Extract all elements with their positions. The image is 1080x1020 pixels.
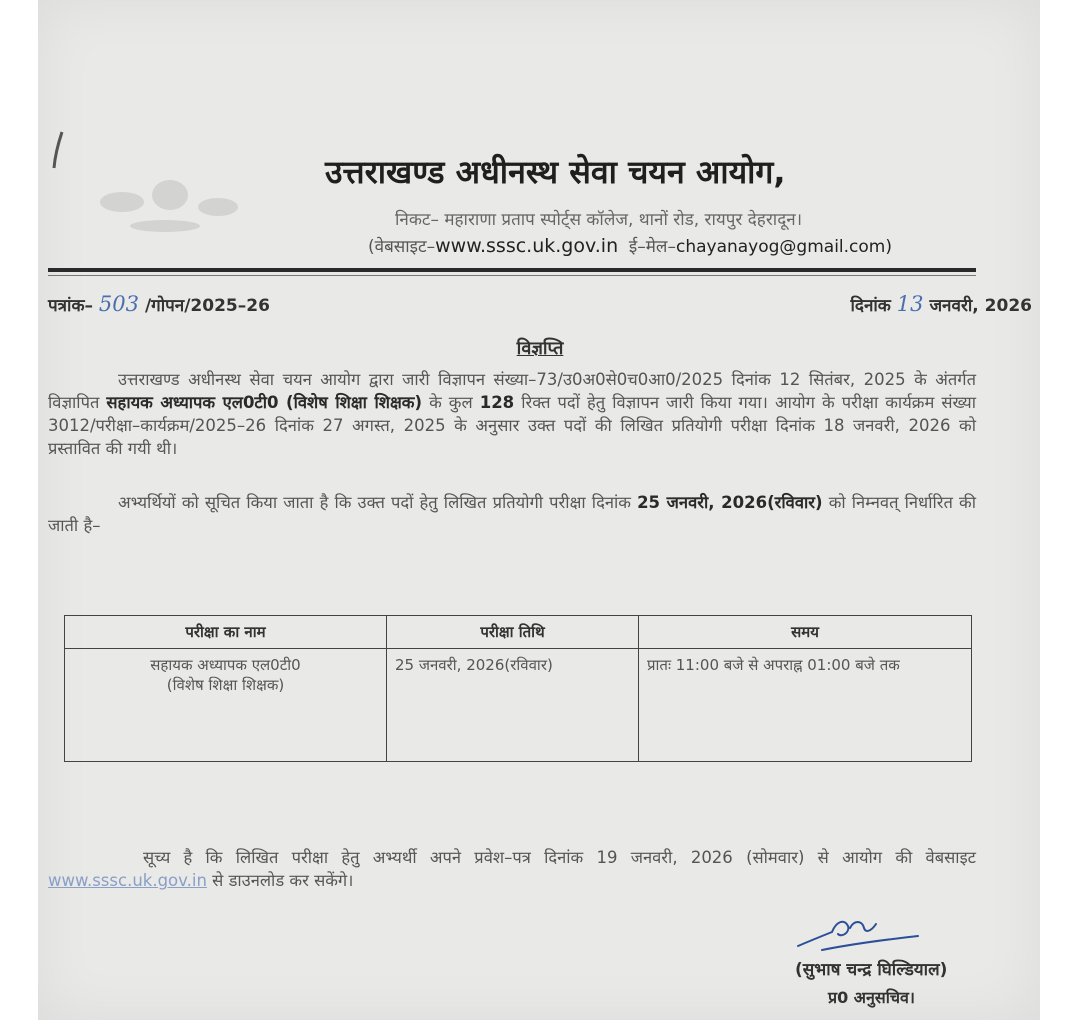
website-link[interactable]: www.sssc.uk.gov.in <box>435 235 619 257</box>
email-link[interactable]: chayanayog@gmail.com) <box>675 237 892 257</box>
table-header-exam-name: परीक्षा का नाम <box>65 616 387 649</box>
table-row <box>65 649 972 762</box>
exam-name-line-2: (विशेष शिक्षा शिक्षक) <box>166 676 285 694</box>
download-website-link[interactable]: www.sssc.uk.gov.in <box>48 871 207 890</box>
post-name: सहायक अध्यापक एल0टी0 (विशेष शिक्षा शिक्षक) <box>106 393 423 412</box>
header-divider-thin <box>48 275 976 276</box>
contact-line <box>368 234 892 257</box>
date-suffix: जनवरी, 2026 <box>929 296 1032 316</box>
para2-text-b: को निम्नवत् निर्धारित की जाती है– <box>48 493 976 535</box>
table-header-time: समय <box>639 616 972 649</box>
email-label: ई–मेल– <box>628 237 676 257</box>
para1-text-a: उत्तराखण्ड अधीनस्थ सेवा चयन आयोग द्वारा जारी विज्ञापन संख्या–73/उ0अ0से0च0आ0/2025 दिनांक 12 सितंबर, 2025 के अंतर्गत विज्ञापित <box>48 370 976 412</box>
date-day-handwritten: 13 <box>896 292 924 316</box>
exam-time-cell: प्रातः 11:00 बजे से अपराह्न 01:00 बजे तक <box>639 649 972 762</box>
notice-paragraph-1 <box>48 368 976 460</box>
organization-address: निकट– महाराणा प्रताप स्पोर्ट्स कॉलेज, थानों रोड, रायपुर देहरादून। <box>395 210 803 230</box>
letter-date <box>851 292 1032 316</box>
para1-text-c: रिक्त पदों हेतु विज्ञापन जारी किया गया। आयोग के परीक्षा कार्यक्रम संख्या 3012/परीक्षा–कार्यक्रम/2025–26 दिनांक 27 अगस्त, 2025 के अनुसार उक्त पदों की लिखित प्रतियोगी परीक्षा दिनांक 18 जनवरी, 2026 को प्रस्तावित की गयी थी। <box>48 393 977 458</box>
emblem-logo <box>70 150 260 240</box>
handwritten-signature <box>792 910 922 960</box>
ref-prefix: पत्रांक– <box>48 296 93 316</box>
para3-text-b: से डाउनलोड कर सकेंगे। <box>206 871 354 890</box>
exam-schedule-table <box>64 615 972 762</box>
notice-paragraph-2 <box>48 491 976 537</box>
date-prefix: दिनांक <box>850 296 891 316</box>
para2-text-a: अभ्यर्थियों को सूचित किया जाता है कि उक्त पदों हेतु लिखित प्रतियोगी परीक्षा दिनांक <box>118 493 638 512</box>
header-divider-thick <box>48 268 976 272</box>
notice-paragraph-3 <box>48 846 976 892</box>
vacancy-count: 128 <box>479 393 515 412</box>
exam-name-cell <box>65 649 387 762</box>
exam-date-bold: 25 जनवरी, 2026(रविवार) <box>637 493 823 512</box>
para3-text-a: सूच्य है कि लिखित परीक्षा हेतु अभ्यर्थी अपने प्रवेश–पत्र दिनांक 19 जनवरी, 2026 (सोमवार) से आयोग की वेबसाइट <box>143 848 976 867</box>
signatory-name: (सुभाष चन्द्र घिल्डियाल) <box>795 960 948 980</box>
notice-heading: विज्ञप्ति <box>516 338 564 359</box>
table-header-exam-date: परीक्षा तिथि <box>387 616 639 649</box>
exam-date-cell: 25 जनवरी, 2026(रविवार) <box>387 649 639 762</box>
table-header-row <box>65 616 972 649</box>
pen-mark-decoration <box>52 130 64 170</box>
reference-number <box>48 292 270 316</box>
ref-suffix: /गोपन/2025–26 <box>144 296 270 316</box>
organization-name: उत्तराखण्ड अधीनस्थ सेवा चयन आयोग, <box>325 153 786 191</box>
exam-name-line-1: सहायक अध्यापक एल0टी0 <box>150 656 301 674</box>
website-label: (वेबसाइट– <box>368 237 436 257</box>
para1-text-b: के कुल <box>422 393 480 412</box>
signatory-designation: प्र0 अनुसचिव। <box>828 988 915 1007</box>
ref-number-handwritten: 503 <box>98 292 140 316</box>
